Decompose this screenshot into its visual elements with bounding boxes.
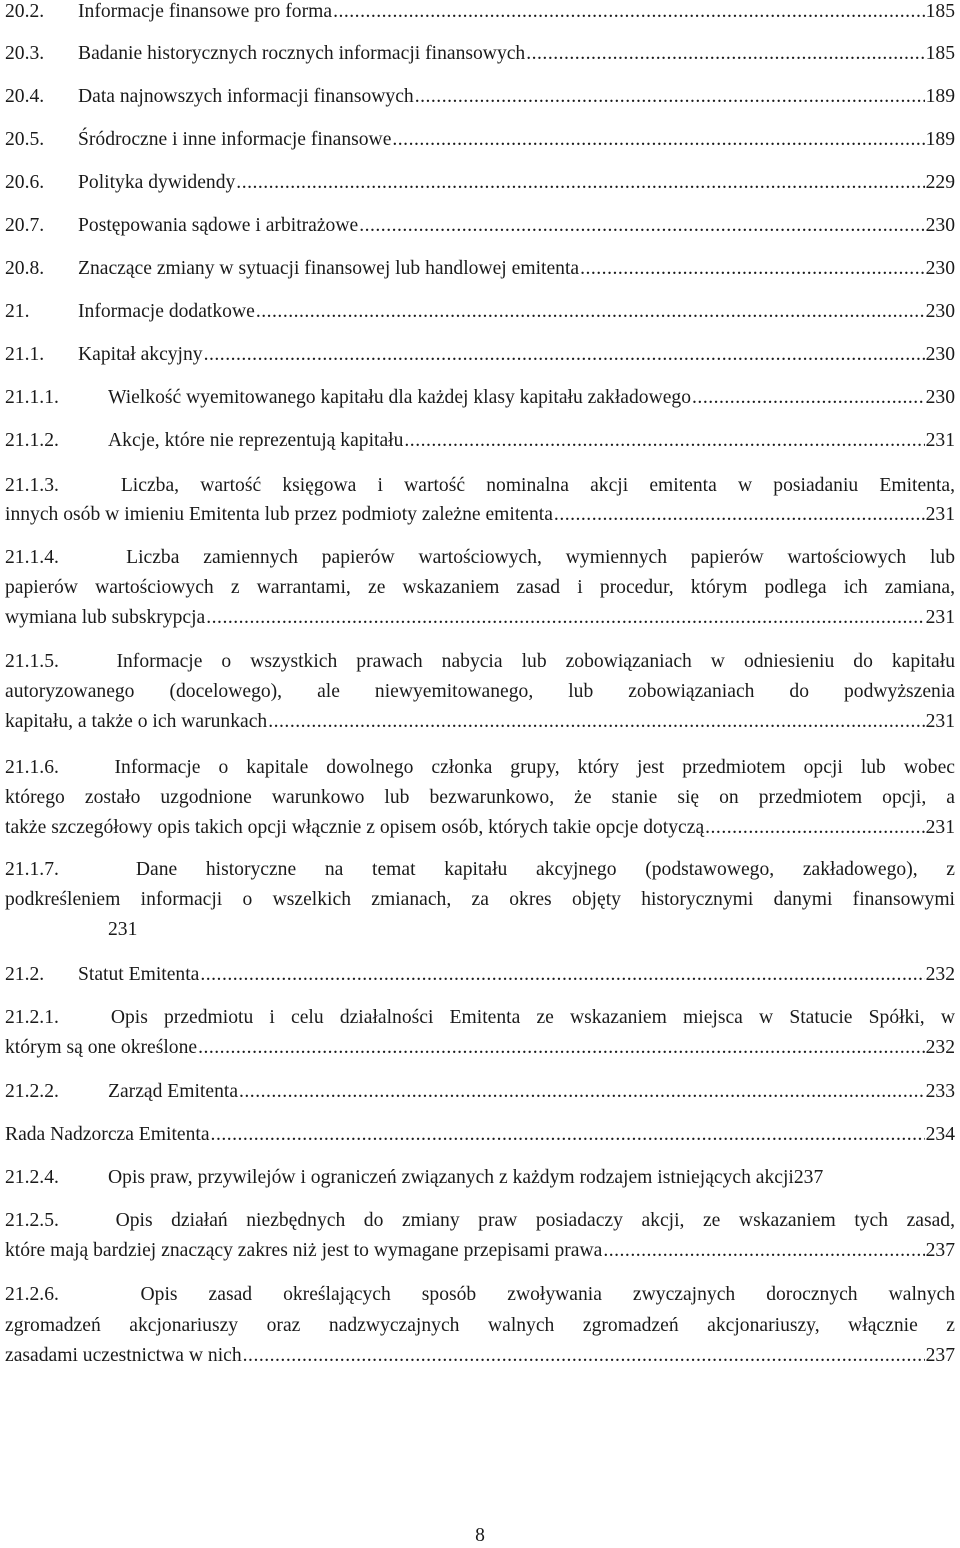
- toc-entry-number: 21.1.7.: [5, 859, 59, 880]
- toc-entry-title: Śródroczne i inne informacje finansowe: [78, 129, 392, 150]
- toc-leader-dots: [239, 1080, 925, 1104]
- toc-entry-line[interactable]: [5, 606, 955, 630]
- toc-entry-line[interactable]: [5, 1036, 955, 1060]
- toc-leader-dots: [268, 710, 924, 734]
- toc-entry-number: 21.1.2.: [5, 430, 59, 451]
- toc-entry[interactable]: [5, 1080, 955, 1104]
- toc-entry-page: 230: [925, 215, 955, 236]
- toc-leader-dots: [236, 171, 924, 195]
- page-number: 8: [475, 1525, 485, 1546]
- toc-entry-title: Statut Emitenta: [78, 964, 200, 985]
- toc-entry-line[interactable]: [5, 918, 955, 942]
- toc-entry-page: 232: [925, 1037, 955, 1058]
- toc-entry-page: 233: [925, 1081, 955, 1102]
- toc-entry-title: zasadami uczestnictwa w nich: [5, 1345, 242, 1366]
- toc-entry-page: 230: [925, 301, 955, 322]
- toc-entry-number: 21.: [5, 301, 30, 322]
- toc-entry[interactable]: [5, 1123, 955, 1147]
- toc-entry-line[interactable]: [5, 1239, 955, 1263]
- toc-leader-dots: [603, 1239, 924, 1263]
- toc-entry-title: Data najnowszych informacji finansowych: [78, 86, 414, 107]
- toc-entry-line[interactable]: [5, 503, 955, 527]
- toc-leader-dots: [359, 214, 924, 238]
- toc-entry-number: 21.2.5.: [5, 1210, 59, 1231]
- toc-leader-dots: [705, 816, 924, 840]
- toc-entry-page: 237: [925, 1240, 955, 1261]
- toc-entry-title: którego zostało uzgodnione warunkowo lub bezwarunkowo, że stanie się on przedmiotem opcji, a: [5, 787, 955, 808]
- toc-leader-dots: [204, 343, 925, 367]
- toc-entry-line[interactable]: [5, 546, 955, 570]
- toc-leader-dots: [526, 42, 924, 66]
- toc-entry-page: 230: [925, 344, 955, 365]
- toc-entry[interactable]: [5, 386, 955, 410]
- toc-entry-page: 185: [925, 43, 955, 64]
- toc-entry-page: 234: [925, 1124, 955, 1145]
- toc-entry-title: wymiana lub subskrypcja: [5, 607, 206, 628]
- toc-entry-line: [5, 576, 955, 600]
- toc-leader-dots: [692, 386, 925, 410]
- toc-entry-title: Opis działań niezbędnych do zmiany praw posiadaczy akcji, ze wskazaniem tych zasad,: [115, 1210, 956, 1231]
- toc-entry-page: 231: [925, 430, 955, 451]
- toc-entry[interactable]: [5, 0, 955, 24]
- toc-entry-number: 21.2.6.: [5, 1284, 59, 1305]
- toc-entry-number: 21.1.4.: [5, 547, 59, 568]
- toc-entry-title: Liczba, wartość księgowa i wartość nominalna akcji emitenta w posiadaniu Emitenta,: [120, 475, 956, 496]
- toc-entry-title: Polityka dywidendy: [78, 172, 236, 193]
- toc-entry[interactable]: [5, 257, 955, 281]
- toc-entry-number: 20.3.: [5, 43, 45, 64]
- toc-entry-line: [5, 786, 955, 810]
- toc-entry-line[interactable]: [5, 1006, 955, 1030]
- toc-entry-line[interactable]: [5, 1209, 955, 1233]
- toc-entry-number: 21.1.1.: [5, 387, 59, 408]
- toc-entry-title: innych osób w imieniu Emitenta lub przez podmioty zależne emitenta: [5, 504, 553, 525]
- toc-entry-title: Akcje, które nie reprezentują kapitału: [108, 430, 404, 451]
- toc-entry-page: 237: [793, 1167, 824, 1188]
- toc-leader-dots: [333, 0, 925, 24]
- toc-entry-line[interactable]: [5, 816, 955, 840]
- toc-entry[interactable]: [5, 214, 955, 238]
- toc-leader-dots: [392, 128, 924, 152]
- toc-entry-number: 20.8.: [5, 258, 45, 279]
- toc-leader-dots: [206, 606, 924, 630]
- toc-entry-line[interactable]: [5, 650, 955, 674]
- toc-entry-line[interactable]: [5, 756, 955, 780]
- toc-entry[interactable]: [5, 963, 955, 987]
- toc-entry-title: autoryzowanego (docelowego), ale niewyemitowanego, lub zobowiązaniach do podwyższenia: [5, 681, 955, 702]
- toc-entry-title: Informacje o wszystkich prawach nabycia lub zobowiązaniach w odniesieniu do kapitału: [116, 651, 955, 672]
- toc-entry-number: 20.2.: [5, 1, 45, 22]
- toc-entry-title: Postępowania sądowe i arbitrażowe: [78, 215, 359, 236]
- toc-entry-title: Opis praw, przywilejów i ograniczeń związanych z każdym rodzajem istniejących akcji: [108, 1167, 794, 1188]
- toc-entry[interactable]: [5, 85, 955, 109]
- toc-entry[interactable]: [5, 343, 955, 367]
- toc-entry-page: 189: [925, 129, 955, 150]
- toc-entry-number: 21.2.: [5, 964, 45, 985]
- toc-entry[interactable]: [5, 171, 955, 195]
- toc-entry-title: Zarząd Emitenta: [108, 1081, 239, 1102]
- toc-entry[interactable]: [5, 128, 955, 152]
- toc-entry-line[interactable]: [5, 858, 955, 882]
- toc-leader-dots: [198, 1036, 925, 1060]
- toc-entry-page: 231: [925, 817, 955, 838]
- toc-entry-title: podkreśleniem informacji o wszelkich zmianach, za okres objęty historycznymi danymi finansowymi: [5, 889, 955, 910]
- toc-entry-number: 21.1.5.: [5, 651, 59, 672]
- toc-entry-title: Informacje o kapitale dowolnego członka grupy, który jest przedmiotem opcji lub wobec: [114, 757, 955, 778]
- toc-entry-title: Informacje finansowe pro forma: [78, 1, 333, 22]
- toc-entry-page: 232: [925, 964, 955, 985]
- toc-entry-number: 21.2.1.: [5, 1007, 59, 1028]
- toc-entry-page: 189: [925, 86, 955, 107]
- toc-entry-page: 231: [925, 711, 955, 732]
- toc-entry-title: Opis zasad określających sposób zwoływania zwyczajnych dorocznych walnych: [140, 1284, 955, 1305]
- toc-entry-number: 21.1.3.: [5, 475, 59, 496]
- toc-entry-number: 21.1.: [5, 344, 45, 365]
- toc-leader-dots: [211, 1123, 925, 1147]
- toc-entry-page: 230: [925, 387, 955, 408]
- toc-entry-number: 20.7.: [5, 215, 45, 236]
- toc-entry-title: które mają bardziej znaczący zakres niż jest to wymagane przepisami prawa: [5, 1240, 603, 1261]
- toc-entry-title: kapitału, a także o ich warunkach: [5, 711, 268, 732]
- toc-entry-title: Informacje dodatkowe: [78, 301, 255, 322]
- toc-entry-number: 20.5.: [5, 129, 45, 150]
- toc-entry[interactable]: [5, 1166, 955, 1190]
- toc-entry-title: którym są one określone: [5, 1037, 198, 1058]
- toc-entry-page: 231: [925, 504, 955, 525]
- toc-entry[interactable]: [5, 429, 955, 453]
- toc-leader-dots: [256, 300, 925, 324]
- toc-entry-title: Badanie historycznych rocznych informacji finansowych: [78, 43, 526, 64]
- toc-entry-line[interactable]: [5, 1344, 955, 1368]
- toc-entry-line[interactable]: [5, 710, 955, 734]
- toc-leader-dots: [200, 963, 924, 987]
- toc-entry-title: papierów wartościowych z warrantami, ze wskazaniem zasad i procedur, którym podlega ich zamiana,: [5, 577, 955, 598]
- toc-leader-dots: [580, 257, 925, 281]
- toc-entry-title: Wielkość wyemitowanego kapitału dla każdej klasy kapitału zakładowego: [108, 387, 692, 408]
- toc-entry-title: Kapitał akcyjny: [78, 344, 203, 365]
- toc-leader-dots: [415, 85, 925, 109]
- toc-entry[interactable]: [5, 300, 955, 324]
- toc-entry-title: Rada Nadzorcza Emitenta: [5, 1124, 210, 1145]
- toc-entry-page: 237: [925, 1345, 955, 1366]
- toc-entry-line: [5, 1314, 955, 1338]
- toc-entry-number: 20.6.: [5, 172, 45, 193]
- toc-entry-number: 20.4.: [5, 86, 45, 107]
- toc-entry-title: zgromadzeń akcjonariuszy oraz nadzwyczajnych walnych zgromadzeń akcjonariuszy, włącznie z: [5, 1315, 955, 1336]
- toc-leader-dots: [404, 429, 924, 453]
- toc-entry-line: [5, 680, 955, 704]
- toc-leader-dots: [243, 1344, 925, 1368]
- toc-entry-number: 21.2.2.: [5, 1081, 59, 1102]
- toc-entry[interactable]: [5, 42, 955, 66]
- toc-entry-page: 231: [108, 919, 138, 940]
- toc-entry-title: Znaczące zmiany w sytuacji finansowej lub handlowej emitenta: [78, 258, 580, 279]
- toc-entry-title: Dane historyczne na temat kapitału akcyjnego (podstawowego, zakładowego), z: [135, 859, 955, 880]
- toc-entry-page: 185: [925, 1, 955, 22]
- toc-entry-title: Liczba zamiennych papierów wartościowych, wymiennych papierów wartościowych lub: [126, 547, 955, 568]
- toc-entry-page: 229: [925, 172, 955, 193]
- toc-entry-line[interactable]: [5, 1283, 955, 1307]
- toc-leader-dots: [554, 503, 925, 527]
- toc-entry-title: także szczegółowy opis takich opcji włącznie z opisem osób, których takie opcje dotyczą: [5, 817, 705, 838]
- toc-entry-number: 21.2.4.: [5, 1167, 59, 1188]
- toc-entry-title: Opis przedmiotu i celu działalności Emitenta ze wskazaniem miejsca w Statucie Spółki, w: [110, 1007, 956, 1028]
- toc-entry-page: 231: [925, 607, 955, 628]
- toc-entry-line: [5, 888, 955, 912]
- toc-entry-page: 230: [925, 258, 955, 279]
- toc-entry-line[interactable]: [5, 474, 955, 498]
- toc-entry-number: 21.1.6.: [5, 757, 59, 778]
